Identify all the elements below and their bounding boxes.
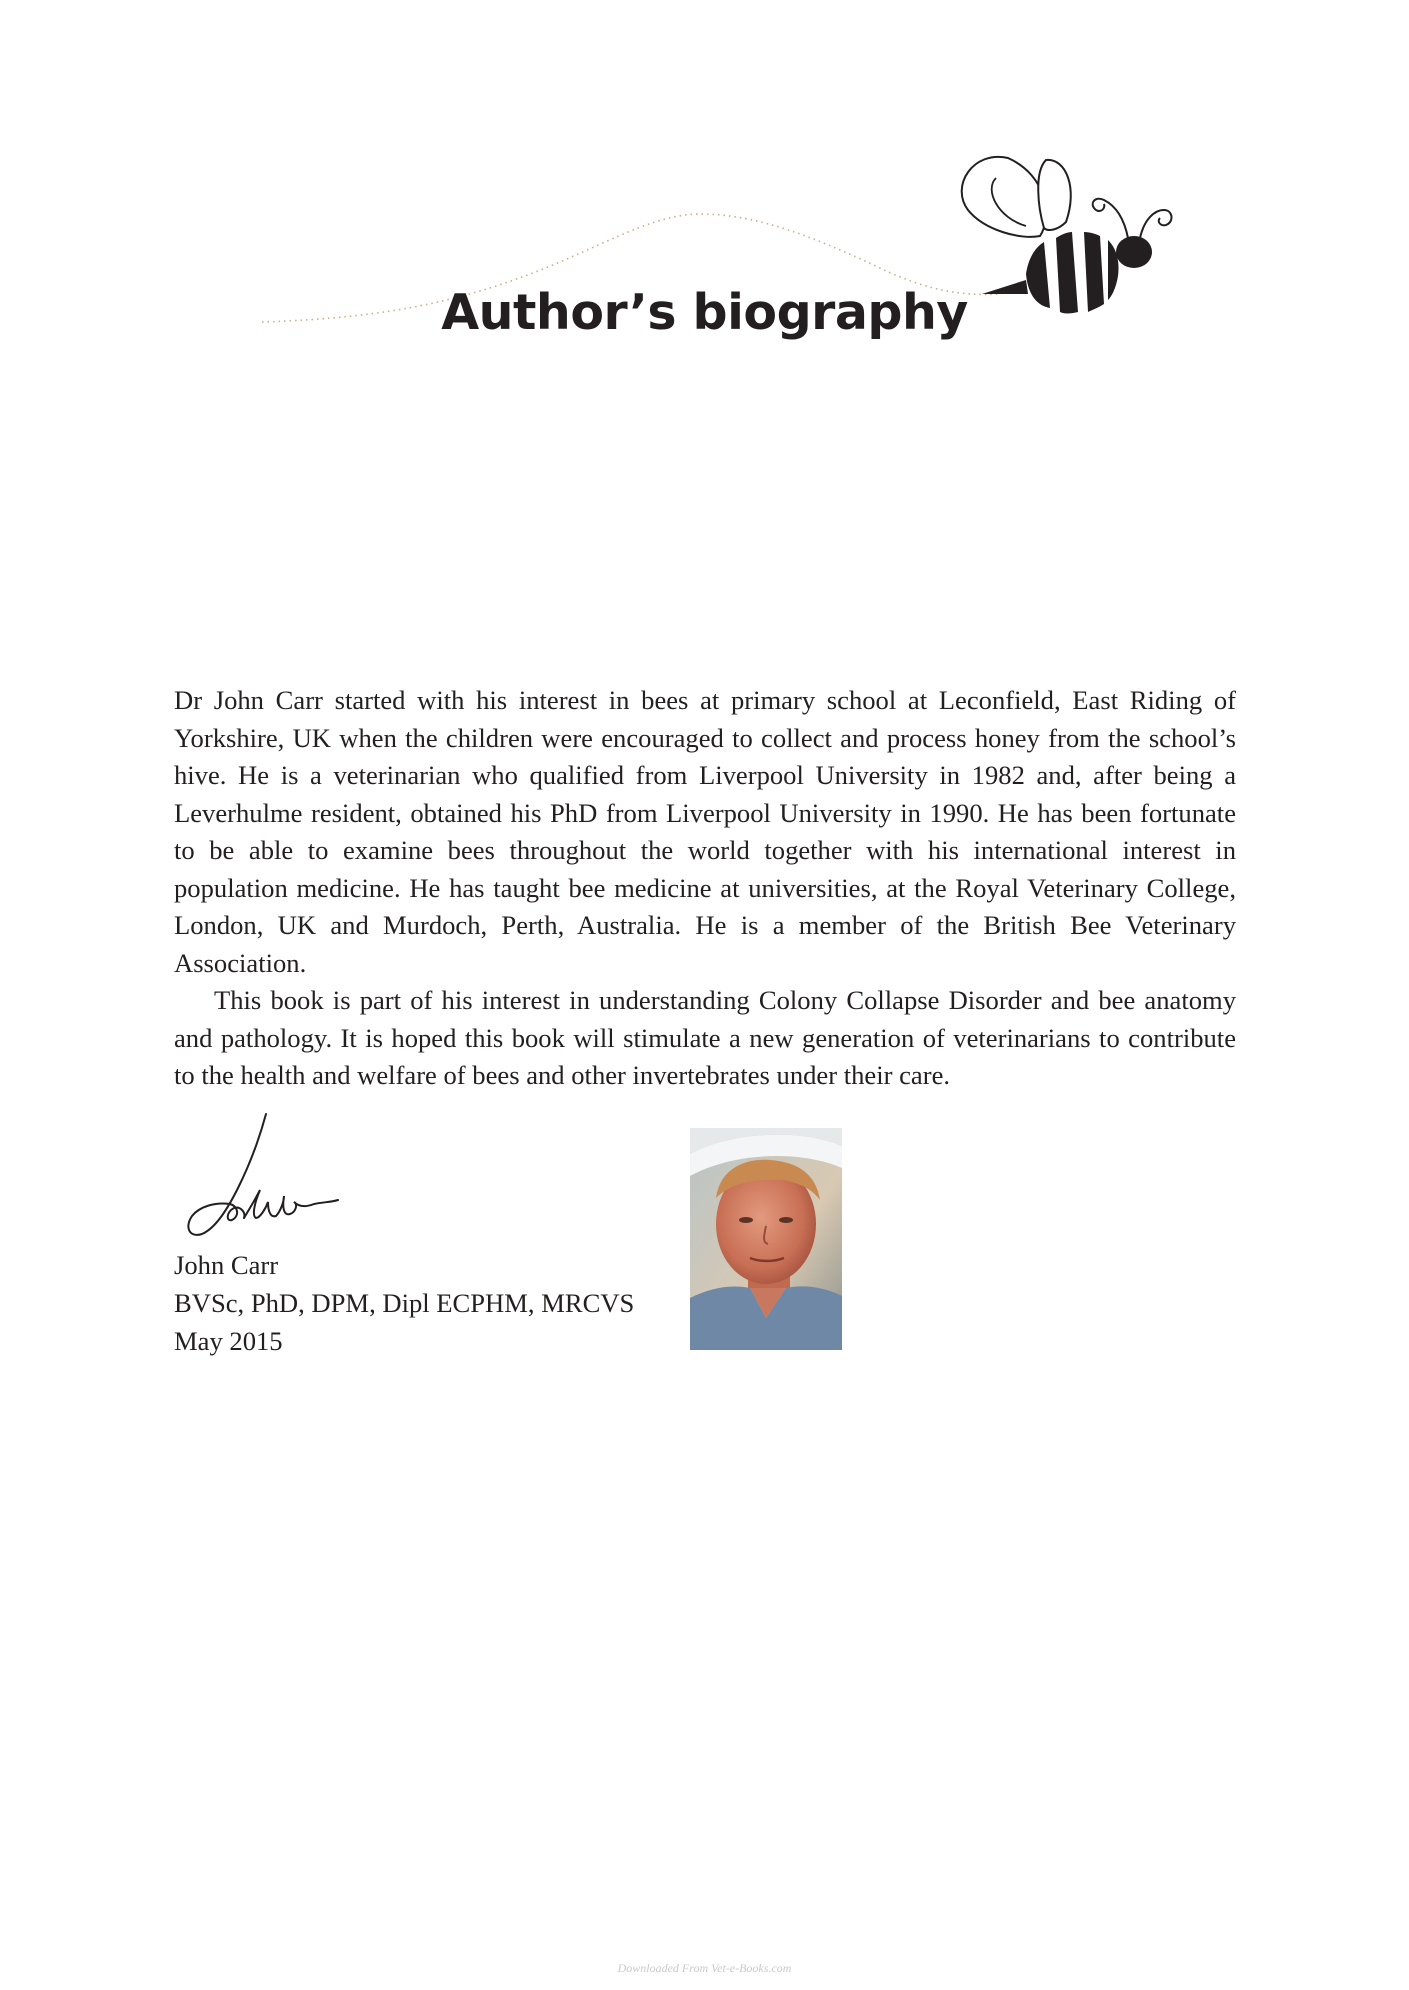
signoff-date: May 2015 <box>174 1326 283 1356</box>
biography-text <box>174 682 1236 1095</box>
bio-paragraph: This book is part of his interest in understanding Colony Collapse Disorder and bee anatomy and pathology. It is hoped this book will stimulate a new generation of veterinarians to contribute to the health and welfare of bees and other invertebrates under their care. <box>174 985 1236 1090</box>
chapter-header <box>0 0 1409 360</box>
bio-paragraph: Dr John Carr started with his interest in bees at primary school at Leconfield, East Riding of Yorkshire, UK when the children were encouraged to collect and process honey from the school’s hive. He is a veterinarian who qualified from Liverpool University in 1982 and, after being a Leverhulme resident, obtained his PhD from Liverpool University in 1990. He has been fortunate to be able to examine bees throughout the world together with his international interest in population medicine. He has taught bee medicine at universities, at the Royal Veterinary College, London, UK and Murdoch, Perth, Australia. He is a member of the British Bee Veterinary Association. <box>174 685 1236 978</box>
footer-watermark: Downloaded From Vet-e-Books.com <box>617 1961 792 1975</box>
author-signoff <box>174 1246 634 1360</box>
author-name: John Carr <box>174 1250 279 1280</box>
page-title: Author’s biography <box>441 284 968 341</box>
author-photo <box>690 1128 842 1350</box>
signature-graphic <box>180 1112 340 1240</box>
author-credentials: BVSc, PhD, DPM, Dipl ECPHM, MRCVS <box>174 1288 635 1318</box>
